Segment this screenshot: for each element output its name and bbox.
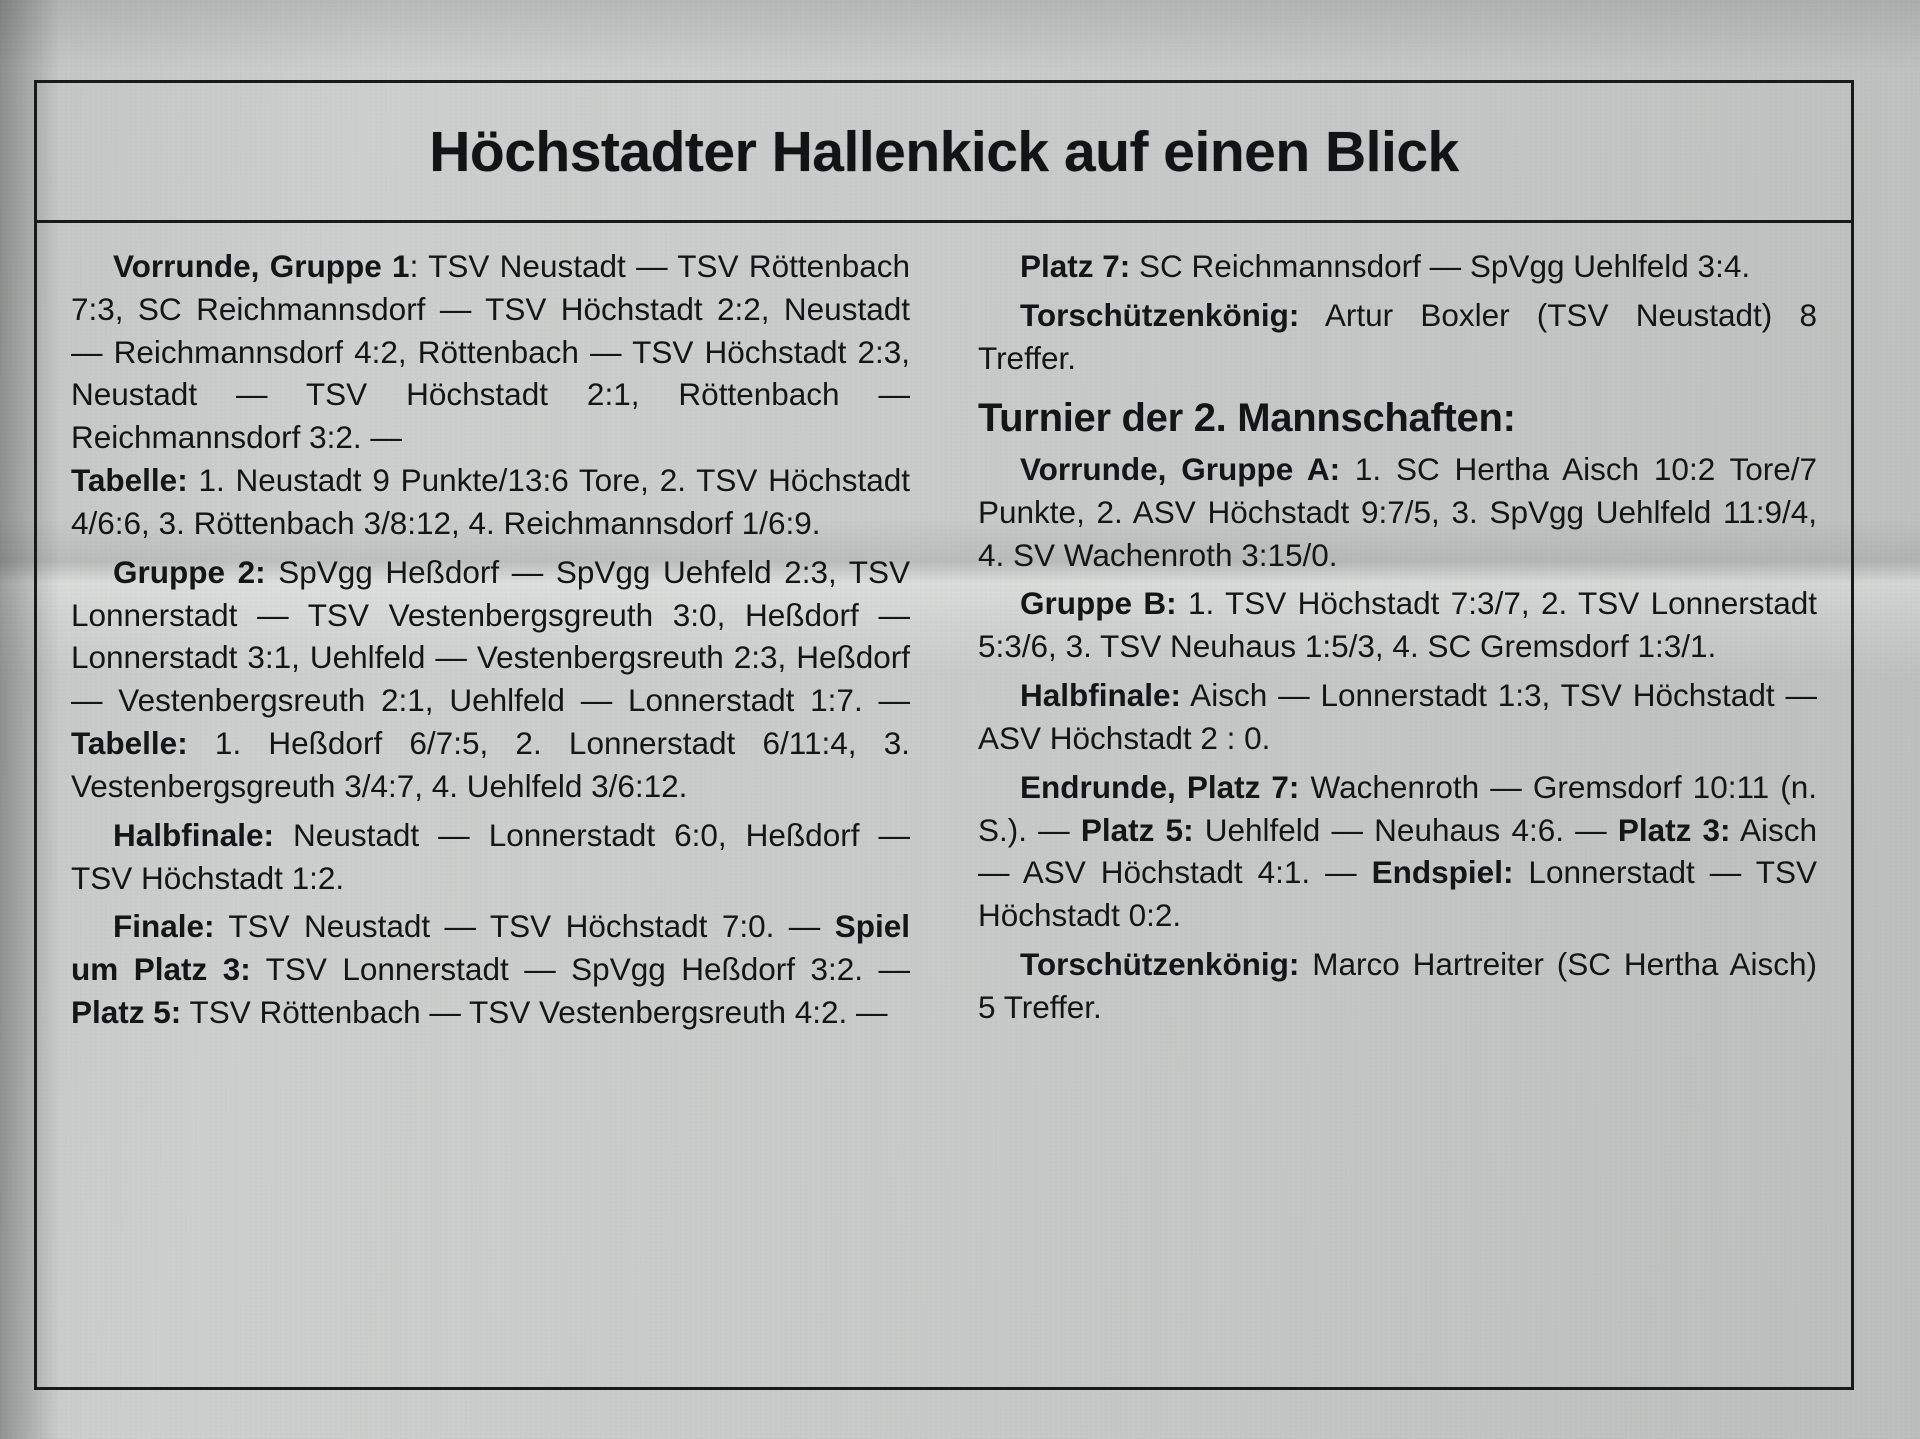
page-title: Höchstadter Hallenkick auf einen Blick: [429, 119, 1459, 184]
text-gruppe-b: 1. TSV Höchstadt 7:3/7, 2. TSV Lonnerstadt 5:3/6, 3. TSV Neuhaus 1:5/3, 4. SC Gremsdorf 1:3/1.: [978, 585, 1817, 665]
text-platz-5: TSV Röttenbach — TSV Vestenbergsreuth 4:2. —: [181, 994, 888, 1031]
lead-tabelle-gruppe-2: Tabelle:: [71, 725, 188, 762]
text-finale-1: TSV Neustadt — TSV Höchstadt 7:0. —: [214, 908, 835, 945]
text-endrunde-platz-5: Uehlfeld — Neuhaus 4:6. —: [1193, 811, 1618, 848]
article-columns: [37, 223, 1851, 1387]
paragraph-tabelle-gruppe-1: [71, 459, 910, 545]
paragraph-gruppe-b: [978, 582, 1817, 668]
lead-endrunde-platz-5: Platz 5:: [1080, 811, 1194, 848]
lead-gruppe-2: Gruppe 2:: [113, 553, 266, 590]
left-column: [71, 245, 944, 1377]
text-endrunde-platz-7: Wachenroth — Gremsdorf 10:11 (n. S.). —: [978, 768, 1817, 848]
paragraph-gruppe-2: [71, 551, 910, 808]
paragraph-vorrunde-gruppe-1: [71, 245, 910, 459]
text-halbfinale-2: Aisch — Lonnerstadt 1:3, TSV Höchstadt — ASV Höchstadt 2 : 0.: [978, 677, 1817, 756]
lead-endrunde-platz-7: Endrunde, Platz 7:: [1020, 768, 1300, 805]
text-endspiel: Lonnerstadt — TSV Höchstadt 0:2.: [978, 854, 1818, 934]
lead-spiel-um-platz-3: Spiel um Platz 3:: [71, 908, 910, 988]
paragraph-platz-7: [978, 245, 1817, 288]
scan-top-shadow: [0, 0, 1920, 70]
lead-platz-7: Platz 7:: [1020, 248, 1131, 284]
paragraph-halbfinale-2: [978, 674, 1817, 760]
lead-halbfinale-1: Halbfinale:: [113, 816, 275, 853]
paragraph-finale-1: [71, 905, 910, 1033]
text-endrunde-platz-3: Aisch — ASV Höchstadt 4:1. —: [978, 811, 1818, 891]
text-tabelle-gruppe-2: 1. Heßdorf 6/7:5, 2. Lonnerstadt 6/11:4, 3. Vestenbergsgreuth 3/4:7, 4. Uehlfeld 3/6:12.: [71, 725, 910, 804]
lead-platz-5: Platz 5:: [71, 994, 182, 1031]
paragraph-vorrunde-gruppe-a: [978, 448, 1817, 576]
paragraph-endrunde: [978, 766, 1817, 937]
text-halbfinale-1: Neustadt — Lonnerstadt 6:0, Heßdorf — TSV Höchstadt 1:2.: [71, 816, 910, 896]
right-column: [944, 245, 1817, 1377]
text-tabelle-gruppe-1: 1. Neustadt 9 Punkte/13:6 Tore, 2. TSV Höchstadt 4/6:6, 3. Röttenbach 3/8:12, 4. Reichmannsdorf 1/6:9.: [71, 462, 910, 541]
article-box: [34, 80, 1854, 1390]
lead-torschuetzenkoenig-2: Torschützenkönig:: [1020, 945, 1300, 982]
lead-endspiel: Endspiel:: [1371, 854, 1514, 891]
text-gruppe-2: SpVgg Heßdorf — SpVgg Uehfeld 2:3, TSV Lonnerstadt — TSV Vestenbergsgreuth 3:0, Heßdorf — Lonnerstadt 3:1, Uehlfeld — Vestenbergsreuth 2:3, Heßdorf — Vestenbergsreuth 2:1, Uehlfeld — Lonnerstadt 1:7. —: [71, 553, 910, 719]
lead-torschuetzenkoenig-1: Torschützenkönig:: [1020, 296, 1300, 333]
text-torschuetzenkoenig-1: Artur Boxler (TSV Neustadt) 8 Treffer.: [978, 296, 1817, 376]
lead-gruppe-b: Gruppe B:: [1020, 585, 1177, 622]
lead-tabelle-gruppe-1: Tabelle:: [71, 462, 188, 499]
lead-endrunde-platz-3: Platz 3:: [1617, 811, 1731, 848]
section-subhead-turnier-2-mannschaften: Turnier der 2. Mannschaften:: [978, 396, 1516, 441]
text-platz-7: SC Reichmannsdorf — SpVgg Uehlfeld 3:4.: [1130, 248, 1751, 284]
lead-finale-1: Finale:: [113, 908, 215, 945]
paragraph-halbfinale-1: [71, 814, 910, 900]
paragraph-torschuetzenkoenig-2: [978, 943, 1817, 1029]
headline-band: [37, 83, 1851, 223]
lead-vorrunde-gruppe-1: Vorrunde, Gruppe 1: [113, 248, 410, 284]
text-vorrunde-gruppe-1: : TSV Neustadt — TSV Röttenbach 7:3, SC Reichmannsdorf — TSV Höchstadt 2:2, Neustadt — Reichmannsdorf 4:2, Röttenbach — TSV Höchstadt 2:3, Neustadt — TSV Höchstadt 2:1, Röttenbach — Reichmannsdorf 3:2. —: [71, 248, 911, 456]
text-spiel-um-platz-3: TSV Lonnerstadt — SpVgg Heßdorf 3:2. —: [250, 951, 910, 988]
text-torschuetzenkoenig-2: Marco Hartreiter (SC Hertha Aisch) 5 Treffer.: [978, 945, 1817, 1025]
lead-halbfinale-2: Halbfinale:: [1020, 677, 1182, 714]
lead-vorrunde-gruppe-a: Vorrunde, Gruppe A:: [1020, 450, 1341, 487]
paragraph-torschuetzenkoenig-1: [978, 294, 1817, 380]
text-vorrunde-gruppe-a: 1. SC Hertha Aisch 10:2 Tore/7 Punkte, 2. ASV Höchstadt 9:7/5, 3. SpVgg Uehlfeld 11:9/4, 4. SV Wachenroth 3:15/0.: [978, 450, 1817, 573]
